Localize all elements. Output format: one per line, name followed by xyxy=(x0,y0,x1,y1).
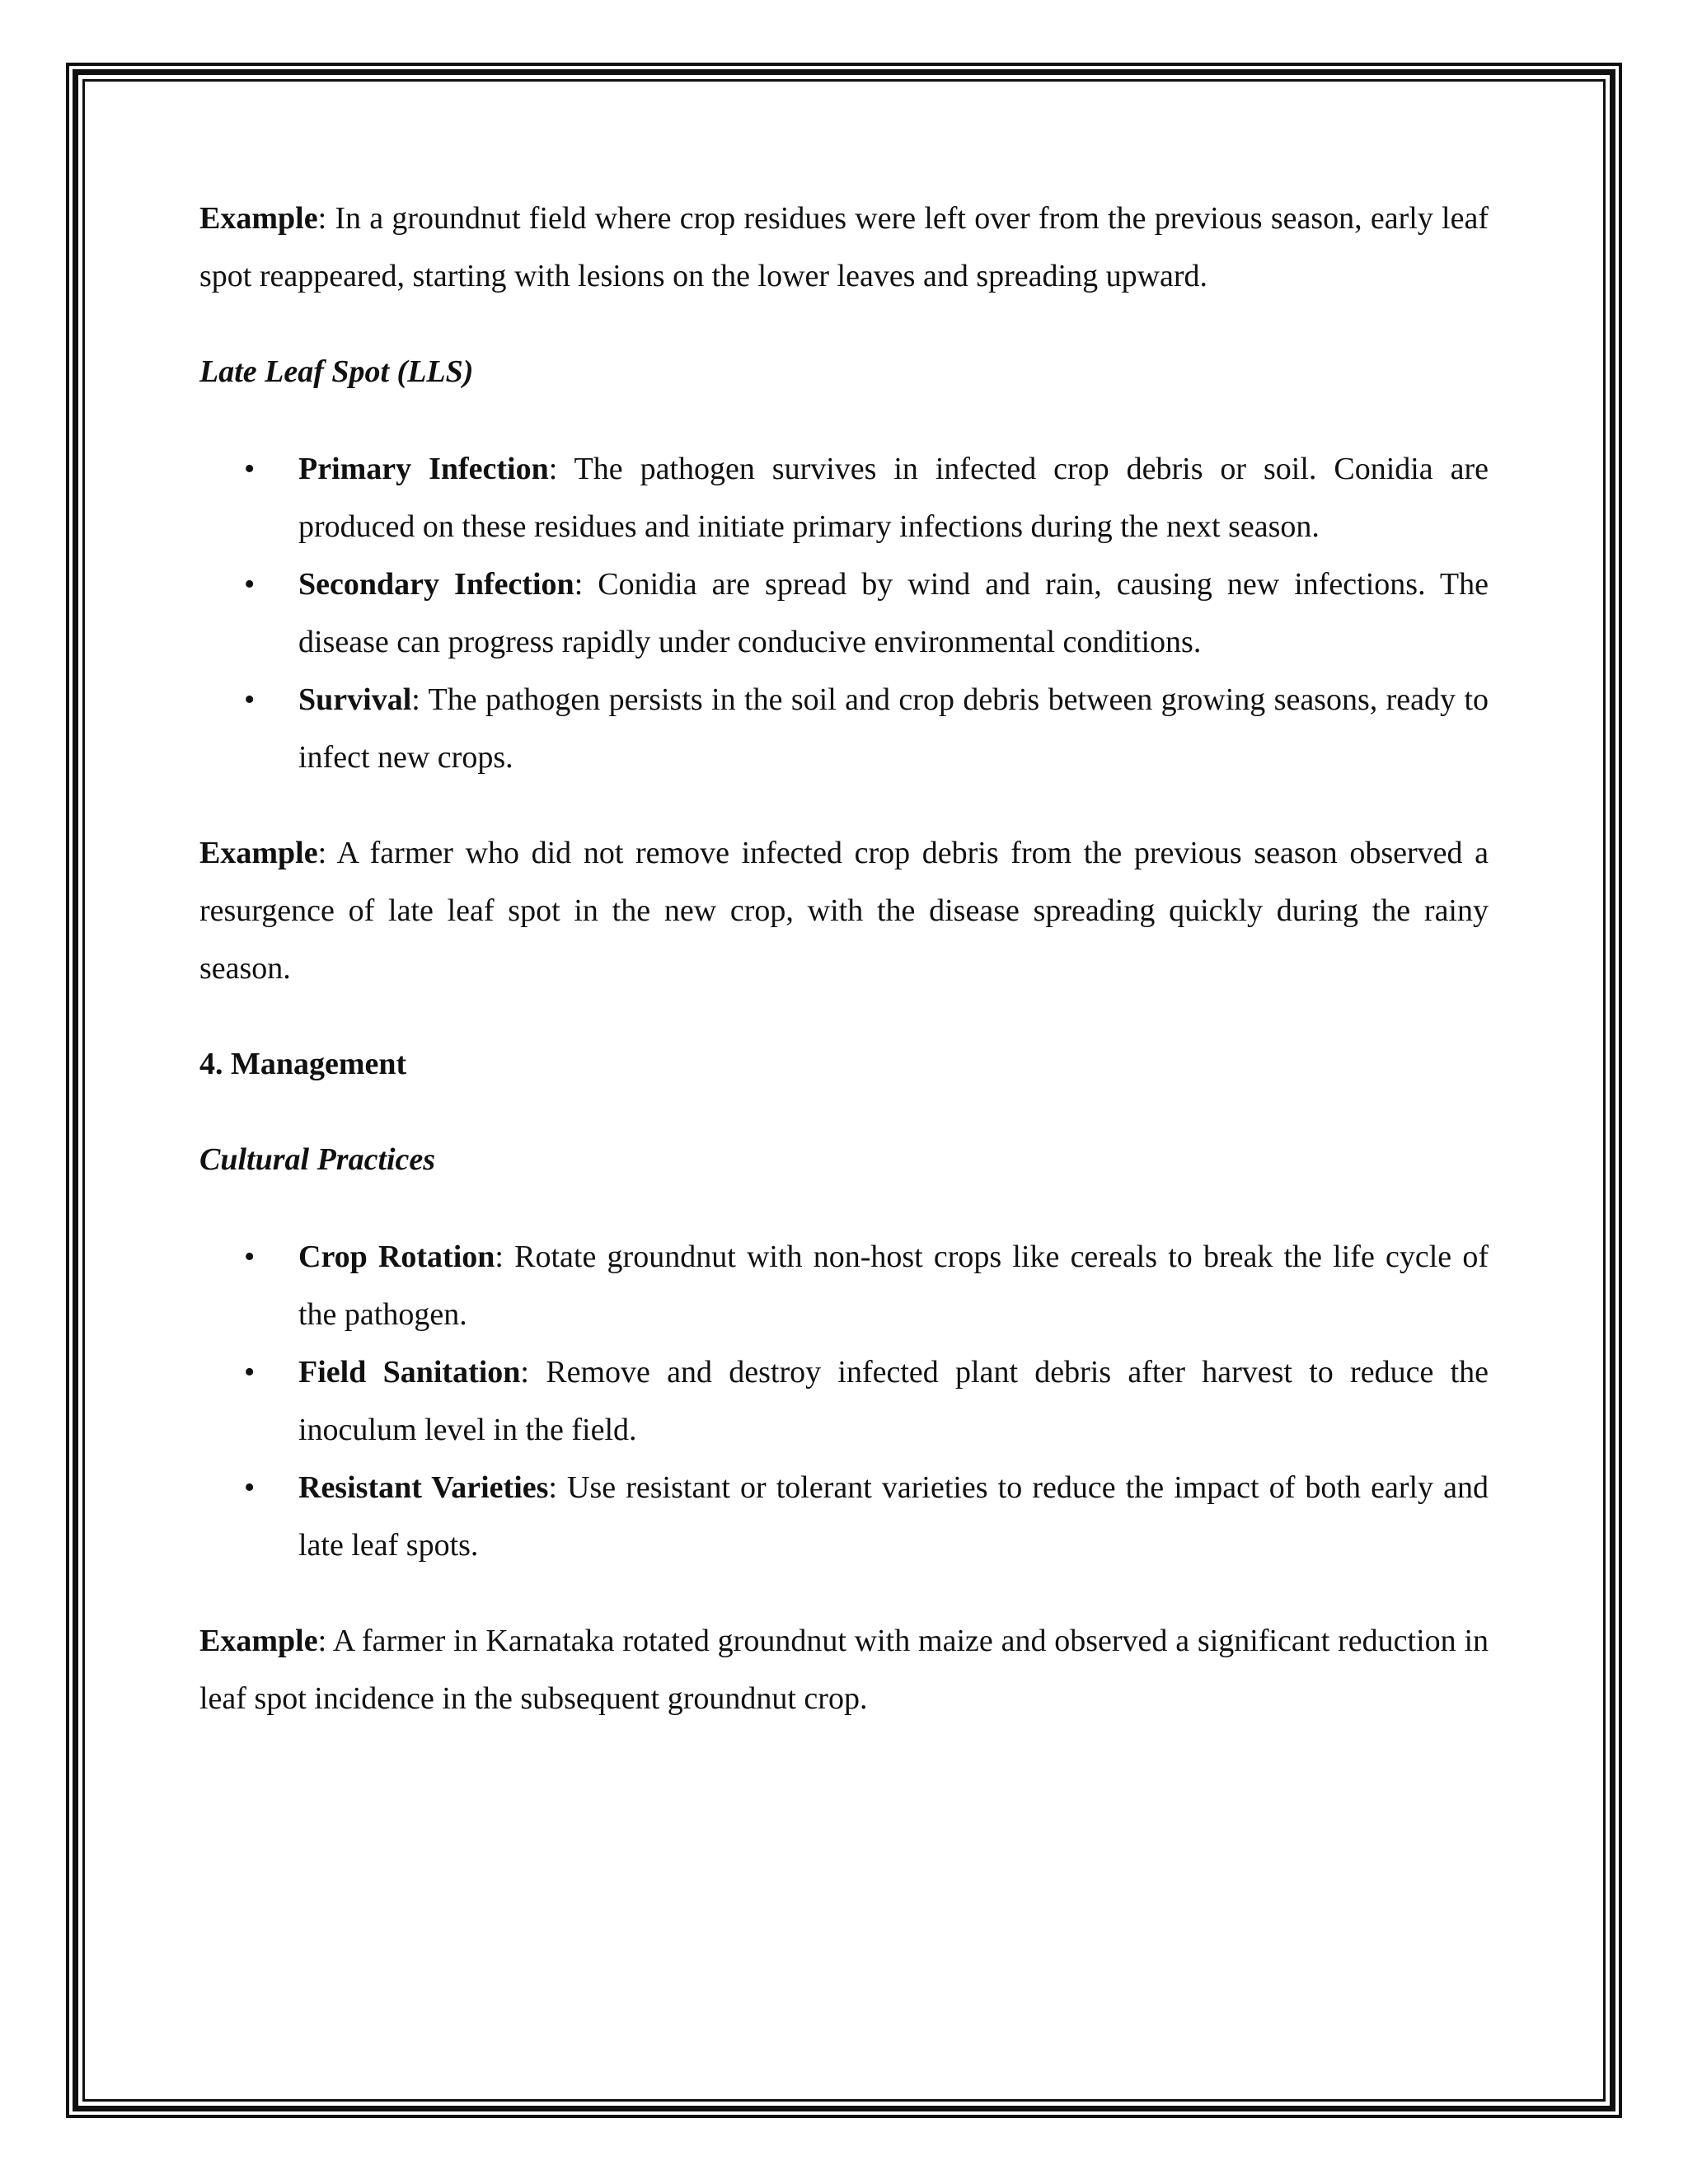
bullet-icon: • xyxy=(244,1355,256,1390)
list-item-label: Resistant Varieties xyxy=(298,1470,549,1505)
example-label: Example xyxy=(199,201,318,236)
list-item-text: : The pathogen survives in infected crop debris or soil. Conidia are produced on these residues and initiate primary infections during the next season. xyxy=(298,452,1489,544)
cultural-practices-list xyxy=(199,1228,1489,1574)
section-heading-cultural-practices: Cultural Practices xyxy=(199,1142,436,1177)
example-text: : A farmer who did not remove infected crop debris from the previous season observed a resurgence of late leaf spot in the new crop, with the disease spreading quickly during the rainy season. xyxy=(199,836,1489,986)
list-item-crop-rotation xyxy=(199,1228,1489,1343)
bullet-icon: • xyxy=(244,682,256,717)
bullet-icon: • xyxy=(244,1470,256,1505)
section-heading-management: 4. Management xyxy=(199,1047,407,1081)
bullet-icon: • xyxy=(244,452,256,486)
example-text: : A farmer in Karnataka rotated groundnut with maize and observed a significant reduction in leaf spot incidence in the subsequent groundnut crop. xyxy=(199,1624,1489,1716)
example-paragraph-late-leaf-spot xyxy=(199,824,1489,997)
list-item-secondary-infection xyxy=(199,555,1489,671)
list-item-text: : Rotate groundnut with non-host crops like cereals to break the life cycle of the pathogen. xyxy=(298,1240,1489,1332)
list-item-survival xyxy=(199,671,1489,786)
list-item-text: : Conidia are spread by wind and rain, causing new infections. The disease can progress rapidly under conducive environmental conditions. xyxy=(298,567,1489,659)
example-label: Example xyxy=(199,836,318,870)
list-item-text: : Remove and destroy infected plant debris after harvest to reduce the inoculum level in the field. xyxy=(298,1355,1489,1447)
example-text: : In a groundnut field where crop residues were left over from the previous season, early leaf spot reappeared, starting with lesions on the lower leaves and spreading upward. xyxy=(199,201,1489,293)
list-item-label: Crop Rotation xyxy=(298,1240,495,1274)
list-item-resistant-varieties xyxy=(199,1459,1489,1574)
list-item-text: : Use resistant or tolerant varieties to reduce the impact of both early and late leaf spots. xyxy=(298,1470,1489,1563)
list-item-label: Field Sanitation xyxy=(298,1355,521,1390)
example-label: Example xyxy=(199,1624,318,1658)
bullet-icon: • xyxy=(244,1240,256,1274)
document-body xyxy=(199,190,1489,1727)
bullet-icon: • xyxy=(244,567,256,602)
list-item-text: : The pathogen persists in the soil and crop debris between growing seasons, ready to infect new crops. xyxy=(298,682,1489,775)
list-item-label: Survival xyxy=(298,682,412,717)
example-paragraph-early-leaf-spot xyxy=(199,190,1489,305)
list-item-field-sanitation xyxy=(199,1343,1489,1459)
list-item-label: Primary Infection xyxy=(298,452,549,486)
example-paragraph-crop-rotation xyxy=(199,1612,1489,1727)
list-item-primary-infection xyxy=(199,440,1489,555)
list-item-label: Secondary Infection xyxy=(298,567,574,602)
late-leaf-spot-list xyxy=(199,440,1489,786)
section-heading-late-leaf-spot: Late Leaf Spot (LLS) xyxy=(199,354,474,389)
